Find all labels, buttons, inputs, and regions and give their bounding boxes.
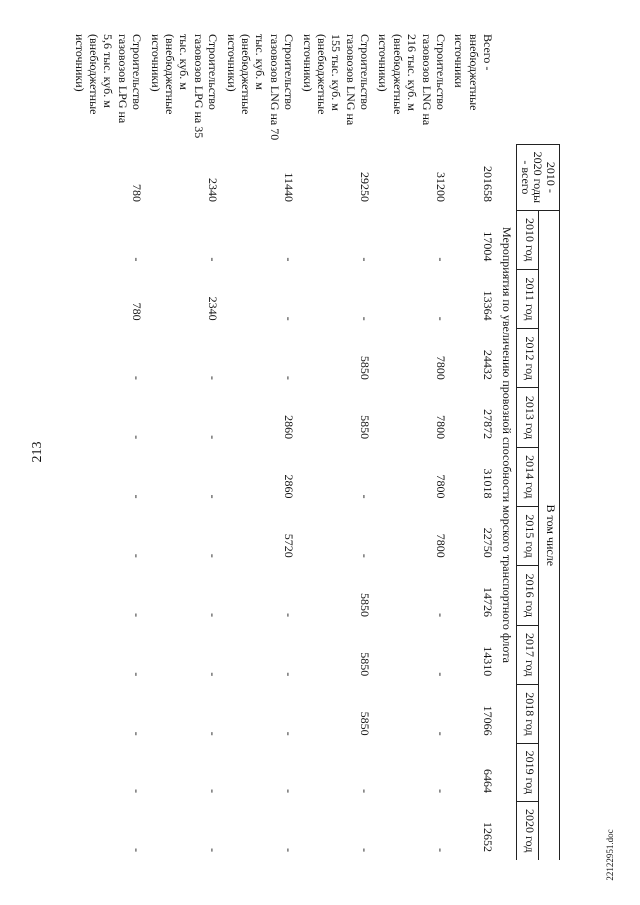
cell: - [434, 789, 449, 793]
cell: 2860 [282, 474, 297, 499]
cell: 13364 [481, 290, 496, 321]
table-row [146, 30, 222, 860]
cell: - [434, 257, 449, 262]
row-label: Всего - внебюджетные источники [452, 34, 496, 111]
cell: - [282, 316, 297, 321]
cell: 2860 [282, 415, 297, 440]
header-in-that-number: В том числе [538, 210, 559, 860]
cell: - [358, 789, 373, 793]
cell: - [282, 848, 297, 852]
cell: 7800 [434, 533, 449, 558]
cell: 12652 [481, 822, 496, 852]
header-year: 2014 год [517, 447, 538, 506]
cell: - [206, 672, 221, 677]
header-year: 2015 год [517, 506, 538, 565]
cell: - [130, 613, 145, 618]
row-total: 29250 [358, 172, 373, 203]
header-year: 2016 год [517, 566, 538, 625]
cell: - [282, 375, 297, 380]
cell: - [282, 672, 297, 677]
header-year: 2019 год [517, 744, 538, 801]
cell: - [434, 613, 449, 618]
row-label: Строительство газовозов LNG на 70 тыс. куб. м (внебюджетные источники) [224, 34, 297, 141]
cell: - [434, 672, 449, 677]
cell: - [206, 257, 221, 262]
table-row [70, 30, 146, 860]
cell: - [358, 316, 373, 321]
cell: 5850 [358, 415, 373, 440]
cell: - [130, 494, 145, 499]
table-row [222, 30, 298, 860]
header-year: 2010 год [517, 210, 538, 269]
cell: 780 [130, 302, 145, 321]
cell: 5850 [358, 652, 373, 677]
cell: - [434, 848, 449, 852]
row-total: 201658 [481, 166, 496, 203]
cell: - [206, 613, 221, 618]
cell: 7800 [434, 474, 449, 499]
cell: - [282, 613, 297, 618]
cell: - [358, 848, 373, 852]
header-year: 2018 год [517, 684, 538, 743]
header-year: 2012 год [517, 329, 538, 388]
cell: - [282, 257, 297, 262]
table-row [374, 30, 450, 860]
cell: 17066 [481, 705, 496, 736]
cell: 14310 [481, 646, 496, 677]
cell: - [130, 789, 145, 793]
cell: - [358, 553, 373, 558]
row-label: Строительство газовозов LPG на 35 тыс. куб. м (внебюджетные источники) [148, 34, 221, 139]
cell: 5720 [282, 533, 297, 558]
header-empty [538, 30, 559, 145]
table-row [450, 30, 497, 860]
cell: 14726 [481, 587, 496, 618]
header-year: 2020 год [517, 801, 538, 860]
page-number: 213 [30, 441, 45, 463]
cell: - [130, 672, 145, 677]
cell: - [434, 316, 449, 321]
cell: - [206, 435, 221, 440]
cell: - [206, 494, 221, 499]
cell: - [434, 731, 449, 736]
cell: 6464 [481, 769, 496, 793]
cell: - [282, 789, 297, 793]
cell: - [206, 375, 221, 380]
row-total: 2340 [206, 178, 221, 203]
cell: - [130, 553, 145, 558]
cell: - [206, 848, 221, 852]
cell: - [130, 848, 145, 852]
cell: - [130, 257, 145, 262]
table-row [298, 30, 374, 860]
cell: 17004 [481, 231, 496, 262]
cell: 7800 [434, 355, 449, 380]
data-table [70, 30, 560, 860]
row-label: Строительство газовозов LPG на 5,6 тыс. куб. м (внебюджетные источники) [72, 34, 145, 124]
cell: - [206, 731, 221, 736]
row-total: 11440 [282, 172, 297, 203]
cell: 22750 [481, 527, 496, 558]
row-total: 31200 [434, 172, 449, 203]
cell: 24432 [481, 349, 496, 380]
cell: 2340 [206, 296, 221, 321]
cell: 5850 [358, 355, 373, 380]
section-title: Мероприятия по увеличению провозной способности морского транспортного флота [500, 227, 515, 663]
header-year: 2011 год [517, 269, 538, 328]
cell: 5850 [358, 593, 373, 618]
cell: - [206, 553, 221, 558]
landscape-table-wrapper [60, 30, 560, 860]
cell: - [358, 494, 373, 499]
cell: - [206, 789, 221, 793]
header-empty-2 [517, 30, 538, 145]
cell: 31018 [481, 468, 496, 499]
cell: 7800 [434, 415, 449, 440]
cell: - [130, 731, 145, 736]
cell: - [130, 435, 145, 440]
footer-file-name: 22122951.doc [605, 829, 615, 881]
cell: 27872 [481, 409, 496, 440]
cell: - [130, 375, 145, 380]
cell: - [358, 257, 373, 262]
cell: 5850 [358, 711, 373, 736]
header-year: 2013 год [517, 388, 538, 447]
row-label: Строительство газовозов LNG на 216 тыс. куб. м (внебюджетные источники) [376, 34, 449, 126]
row-label: Строительство газовозов LNG на 155 тыс. куб. м (внебюджетные источники) [300, 34, 373, 126]
header-total: 2010 - 2020 годы - всего [517, 145, 560, 210]
row-total: 780 [130, 184, 145, 203]
cell: - [282, 731, 297, 736]
header-year: 2017 год [517, 625, 538, 684]
